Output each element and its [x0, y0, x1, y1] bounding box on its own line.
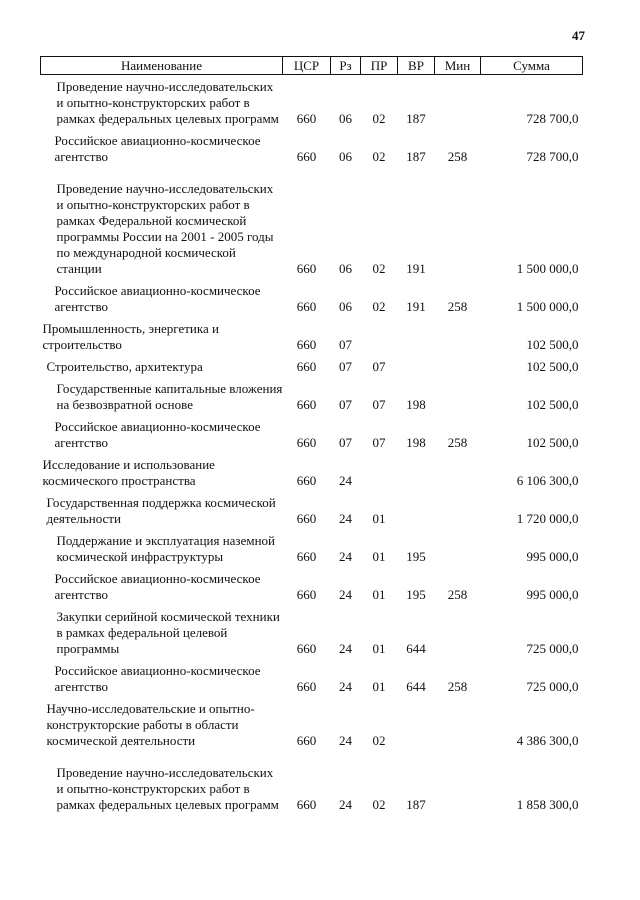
row-pr: 02: [372, 299, 386, 314]
table-row: [41, 453, 583, 491]
row-pr: 07: [372, 397, 386, 412]
row-pr: 02: [372, 149, 386, 164]
row-min: [435, 605, 481, 659]
row-csr: 660: [296, 797, 317, 812]
row-vr: 644: [406, 679, 426, 694]
table-body: [41, 75, 583, 816]
row-min: [435, 453, 481, 491]
row-vr: 187: [406, 797, 426, 812]
row-name: Проведение научно-исследовательских и опытно-конструкторских работ в рамках Федеральной космической программы России на 2001 - 2005 годы по международной космической станции: [56, 181, 274, 276]
row-sum: 102 500,0: [526, 337, 579, 352]
row-vr: [398, 453, 435, 491]
row-vr: [398, 355, 435, 377]
row-sum: 995 000,0: [526, 549, 579, 564]
row-sum: 4 386 300,0: [516, 733, 579, 748]
row-csr: 660: [296, 337, 317, 352]
table-row: [41, 529, 583, 567]
row-vr: 195: [406, 587, 426, 602]
row-rz: 07: [339, 359, 352, 374]
row-pr: 01: [372, 511, 386, 526]
row-rz: 24: [339, 733, 352, 748]
row-name: Научно-исследовательские и опытно-конструкторские работы в области космической деятельности: [46, 701, 255, 748]
row-min: [435, 167, 481, 279]
row-min: 258: [447, 679, 468, 694]
row-vr: 187: [406, 149, 426, 164]
row-min: [435, 317, 481, 355]
row-rz: 24: [339, 641, 352, 656]
header-rz: Рз: [331, 57, 361, 75]
row-sum: 1 500 000,0: [516, 261, 579, 276]
row-min: [435, 377, 481, 415]
row-min: 258: [447, 299, 468, 314]
row-pr: 01: [372, 679, 386, 694]
row-vr: [398, 697, 435, 751]
row-csr: 660: [296, 359, 317, 374]
row-name: Государственные капитальные вложения на безвозвратной основе: [56, 381, 283, 412]
table-row: [41, 279, 583, 317]
table-header: [41, 57, 583, 75]
row-rz: 06: [339, 111, 352, 126]
row-rz: 24: [339, 587, 352, 602]
row-sum: 1 500 000,0: [516, 299, 579, 314]
row-name: Российское авиационно-космическое агентство: [54, 133, 261, 164]
row-name: Российское авиационно-космическое агентство: [54, 419, 261, 450]
row-rz: 24: [339, 797, 352, 812]
row-csr: 660: [296, 733, 317, 748]
row-vr: 195: [406, 549, 426, 564]
row-sum: 6 106 300,0: [516, 473, 579, 488]
table-row: [41, 355, 583, 377]
row-sum: 725 000,0: [526, 679, 579, 694]
row-csr: 660: [296, 511, 317, 526]
row-vr: 191: [406, 261, 426, 276]
row-pr: 02: [372, 733, 386, 748]
row-min: [435, 75, 481, 130]
table-row: [41, 659, 583, 697]
row-rz: 07: [339, 397, 352, 412]
row-csr: 660: [296, 473, 317, 488]
row-vr: 644: [406, 641, 426, 656]
row-sum: 102 500,0: [526, 435, 579, 450]
row-rz: 07: [339, 337, 352, 352]
header-pr: ПР: [361, 57, 398, 75]
row-min: [435, 355, 481, 377]
header-sum: Сумма: [481, 57, 583, 75]
table-row: [41, 605, 583, 659]
row-sum: 728 700,0: [526, 149, 579, 164]
row-csr: 660: [296, 397, 317, 412]
row-pr: 02: [372, 797, 386, 812]
row-name: Российское авиационно-космическое агентство: [54, 283, 261, 314]
header-vr: ВР: [398, 57, 435, 75]
row-csr: 660: [296, 549, 317, 564]
row-sum: 725 000,0: [526, 641, 579, 656]
table-row: [41, 751, 583, 815]
row-name: Проведение научно-исследовательских и опытно-конструкторских работ в рамках федеральных целевых программ: [56, 79, 279, 126]
row-min: [435, 697, 481, 751]
row-vr: 191: [406, 299, 426, 314]
row-csr: 660: [296, 587, 317, 602]
table-row: [41, 317, 583, 355]
row-name: Закупки серийной космической техники в рамках федеральной целевой программы: [56, 609, 280, 656]
row-rz: 24: [339, 549, 352, 564]
table-row: [41, 129, 583, 167]
table-row: [41, 75, 583, 130]
row-rz: 06: [339, 261, 352, 276]
row-name: Российское авиационно-космическое агентство: [54, 663, 261, 694]
table-row: [41, 167, 583, 279]
row-pr: 02: [372, 111, 386, 126]
table-row: [41, 491, 583, 529]
row-sum: 995 000,0: [526, 587, 579, 602]
row-name: Проведение научно-исследовательских и опытно-конструкторских работ в рамках федеральных целевых программ: [56, 765, 279, 812]
row-min: [435, 751, 481, 815]
table-row: [41, 377, 583, 415]
row-sum: 102 500,0: [526, 359, 579, 374]
row-vr: 198: [406, 397, 426, 412]
row-pr: [361, 453, 398, 491]
table-row: [41, 415, 583, 453]
row-pr: 02: [372, 261, 386, 276]
row-csr: 660: [296, 111, 317, 126]
row-vr: [398, 491, 435, 529]
row-sum: 1 720 000,0: [516, 511, 579, 526]
row-min: 258: [447, 435, 468, 450]
header-name: Наименование: [41, 57, 283, 75]
table-row: [41, 567, 583, 605]
row-pr: 01: [372, 587, 386, 602]
row-min: 258: [447, 587, 468, 602]
row-min: [435, 529, 481, 567]
row-csr: 660: [296, 299, 317, 314]
row-name: Исследование и использование космического пространства: [42, 457, 215, 488]
row-pr: 01: [372, 641, 386, 656]
row-rz: 07: [339, 435, 352, 450]
row-pr: [361, 317, 398, 355]
row-vr: [398, 317, 435, 355]
row-rz: 24: [339, 511, 352, 526]
row-sum: 1 858 300,0: [516, 797, 579, 812]
header-csr: ЦСР: [283, 57, 331, 75]
table-row: [41, 697, 583, 751]
row-vr: 198: [406, 435, 426, 450]
page-number: 47: [572, 28, 585, 43]
row-name: Поддержание и эксплуатация наземной космической инфраструктуры: [56, 533, 275, 564]
header-min: Мин: [435, 57, 481, 75]
row-name: Государственная поддержка космической деятельности: [46, 495, 276, 526]
row-pr: 07: [372, 359, 386, 374]
budget-table: [40, 56, 583, 815]
row-name: Промышленность, энергетика и строительство: [42, 321, 219, 352]
row-min: [435, 491, 481, 529]
row-csr: 660: [296, 435, 317, 450]
row-pr: 07: [372, 435, 386, 450]
row-rz: 06: [339, 149, 352, 164]
row-csr: 660: [296, 149, 317, 164]
row-sum: 102 500,0: [526, 397, 579, 412]
row-name: Российское авиационно-космическое агентство: [54, 571, 261, 602]
row-rz: 06: [339, 299, 352, 314]
row-min: 258: [447, 149, 468, 164]
row-rz: 24: [339, 679, 352, 694]
row-rz: 24: [339, 473, 352, 488]
row-pr: 01: [372, 549, 386, 564]
row-sum: 728 700,0: [526, 111, 579, 126]
row-csr: 660: [296, 261, 317, 276]
row-vr: 187: [406, 111, 426, 126]
row-name: Строительство, архитектура: [46, 359, 203, 374]
row-csr: 660: [296, 641, 317, 656]
row-csr: 660: [296, 679, 317, 694]
